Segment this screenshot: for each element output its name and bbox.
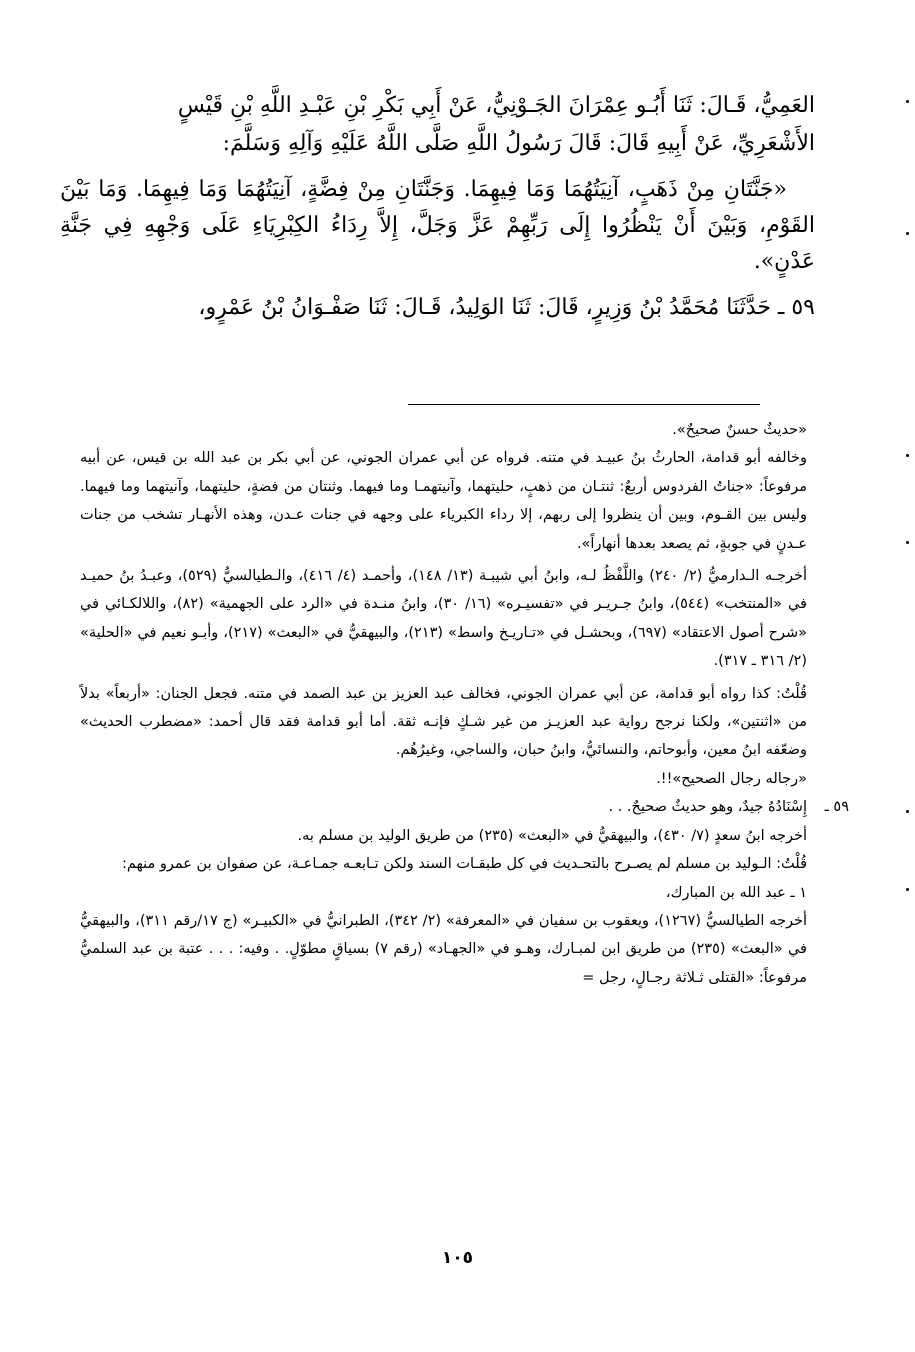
- footnote-59-comment: قُلْتُ: الـوليد بن مسلم لم يصـرح بالتحـديث في كل طبقـات السند ولكن تـابعـه جمـاعـة، عن صفوان بن عمرو منهم:: [121, 856, 807, 873]
- hadith-text: «جَنَّتَانِ مِنْ ذَهَبٍ، آنِيَتُهُمَا وَمَا فِيهِمَا. وَجَنَّتَانِ مِنْ فِضَّةٍ، آنِيَتُهُمَا وَمَا فِيهِمَا. وَمَا بَيْنَ القَوْمِ، وَبَيْنَ أَنْ يَنْظُرُوا إِلَى رَبِّهِمْ عَزَّ وَجَلَّ، إِلاَّ رِدَاءُ الكِبْرِيَاءِ عَلَى وَجْهِهِ فِي جَنَّةِ عَدْنٍ».: [60, 177, 815, 274]
- margin-mark: [906, 232, 909, 235]
- footnotes: [80, 416, 849, 992]
- main-line-2: الأَشْعَرِيِّ، عَنْ أَبِيهِ قَالَ: قَالَ رَسُولُ اللَّهِ صَلَّى اللَّهُ عَلَيْهِ وَآلِهِ وَسَلَّمَ:: [222, 131, 815, 156]
- hadith-59-chain: ٥٩ ـ حَدَّثَنَا مُحَمَّدُ بْنُ وَزِيرٍ، قَالَ: ثَنَا الوَلِيدُ، قَـالَ: ثَنَا صَفْـوَانُ بْنُ عَمْرٍو،: [198, 295, 815, 320]
- margin-mark: [906, 541, 909, 544]
- footnote-59-number: ٥٩ ـ: [824, 799, 849, 816]
- margin-mark: [906, 888, 909, 891]
- footnote-59-takhrij: أخرجه ابنُ سعدٍ (٧/ ٤٣٠)، والبيهقيُّ في «البعث» (٢٣٥) من طريق الوليد بن مسلم به.: [297, 827, 807, 844]
- footnote-59-grading: إِسْنَادُهُ جيدٌ، وهو حديثٌ صحيحٌ. . .: [608, 799, 807, 816]
- footnote-59: [80, 793, 849, 821]
- footnote-grading: «حديثٌ حسنٌ صحيحٌ».: [672, 422, 807, 438]
- footnote-59-follower: ١ ـ عبد الله بن المبارك،: [665, 884, 807, 901]
- page-number: ١٠٥: [441, 1248, 474, 1268]
- main-line-1: العَمِيُّ، قَـالَ: ثَنَا أَبُـو عِمْرَانَ الجَـوْنِيُّ، عَنْ أَبِي بَكْرِ بْنِ عَبْـدِ اللَّهِ بْنِ قَيْسٍ: [177, 93, 815, 118]
- footnote-variant: وخالفه أبو قدامة، الحارثُ بنُ عبيـد في متنه. فرواه عن أبي عمران الجوني، عن أبي بكر بن عبد الله بن قيس، عن أبيه مرفوعاً: «جناتُ الفردوس أربعٌ: ثنتـان من ذهبٍ، حليتهما، وآنيتهمـا وما فيهما. وثنتان من فضةٍ، حليتهما، وآنيتهما وما فيهما. وليس بين القـوم، وبين أن ينظروا إلى ربهم، إلا رداء الكبرياء على وجهه في جنات عـدن، وهذه الأنهـار تشخب من جنات عـدنٍ في جوبةٍ، ثم يصعد بعدها أنهاراً».: [80, 450, 807, 552]
- margin-mark: [906, 810, 909, 813]
- margin-mark: [906, 454, 909, 457]
- footnote-remark: «رجاله رجال الصحيح»!!.: [656, 770, 807, 787]
- margin-mark: [906, 100, 909, 103]
- footnote-divider: [408, 404, 760, 405]
- main-text: [60, 88, 815, 336]
- footnote-takhrij: أخرجـه الـدارميُّ (٢/ ٢٤٠) واللَّفْظُ لـه، وابنُ أبي شيبـة (١٣/ ١٤٨)، وأحمـد (٤/ ٤١٦)، والـطيالسيُّ (٥٢٩)، وعبـدُ بنُ حميـد في «المنتخب» (٥٤٤)، وابنُ جـريـر في «تفسيـره» (١٦/ ٣٠)، وابنُ منـدة في «الرد على الجهمية» (٨٢)، واللالكـائي في «شرح أصول الاعتقاد» (٦٩٧)، وبحشـل في «تـاريـخ واسط» (٢١٣)، والبيهقيُّ في «البعث» (٢١٧)، وأبـو نعيم في «الحلية» (٢/ ٣١٦ ـ ٣١٧).: [80, 568, 807, 670]
- footnote-comment: قُلْتُ: كذا رواه أبو قدامة، عن أبي عمران الجوني، فخالف عبد العزيز بن عبد الصمد في متنه. فجعل الجنان: «أربعاً» بدلاً من «اثنتين»، ولكنا نرجح رواية عبد العزيـز من غير شـكٍ فإنـه ثقة. أما أبو قدامة فقد قال أحمد: «مضطرب الحديث» وضعّفه ابنُ معين، وأبوحاتم، والنسائيُّ، وابنُ حبان، والساجي، وغيرُهُم.: [80, 685, 807, 759]
- footnote-59-sources: أخرجه الطيالسيُّ (١٢٦٧)، ويعقوب بن سفيان في «المعرفة» (٢/ ٣٤٢)، الطبرانيُّ في «الكبيـر» (ج ١٧/رقم ٣١١)، والبيهقيُّ في «البعث» (٢٣٥) من طريق ابن لمبـارك، وهـو في «الجهـاد» (رقم ٧) بسياقٍ مطوّلٍ. . وفيه: . . . عتبة بن عبد السلميُّ مرفوعاً: «القتلى ثـلاثة رجـالٍ، رجل =: [80, 912, 808, 986]
